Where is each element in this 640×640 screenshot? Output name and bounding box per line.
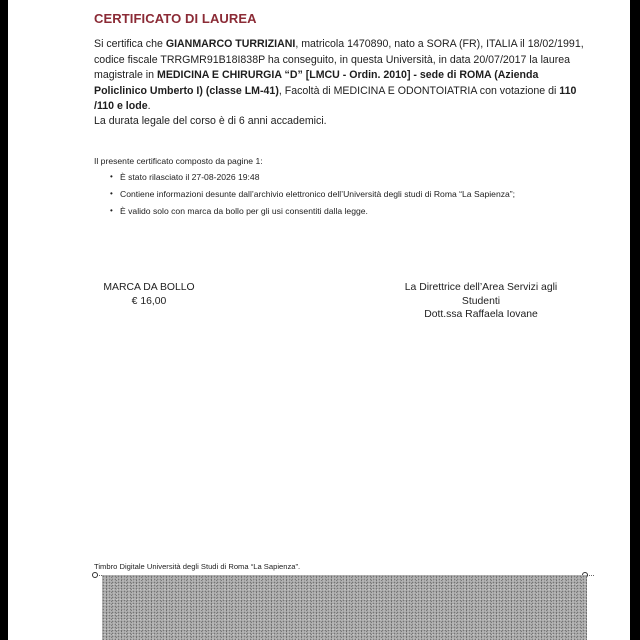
final-grade: 110 /110 e lode — [94, 84, 577, 112]
stamp-duty-amount: € 16,00 — [131, 295, 167, 307]
statement-text-3: , Facoltà di MEDICINA E ODONTOIATRIA con votazione di — [278, 84, 560, 97]
graduate-name: GIANMARCO TURRIZIANI — [165, 38, 296, 50]
stamp-duty-block — [100, 281, 198, 308]
signatory-role: La Direttrice dell’Area Servizi agli Studenti — [404, 282, 558, 307]
certificate-intro: Il presente certificato composto da pagine 1: — [94, 156, 263, 166]
stamp-duty-label: MARCA DA BOLLO — [103, 282, 195, 293]
certificate-statement — [94, 37, 594, 115]
certificate-notes — [94, 171, 614, 222]
statement-text-4: . — [147, 100, 151, 112]
statement-text-2: , matricola 1470890, nato a SORA (FR), ITALIA il 18/02/1991, codice fiscale TRRGMR91B18I838P ha conseguito, in questa Università, in data 20/07/2017 la laurea magistrale in — [94, 38, 584, 81]
signatory-name: Dott.ssa Raffaela Iovane — [424, 309, 538, 320]
document-title: CERTIFICATO DI LAUREA — [94, 11, 257, 26]
digital-stamp-barcode — [102, 575, 587, 640]
statement-text-1: Si certifica che — [94, 38, 166, 50]
course-duration: La durata legale del corso è di 6 anni accademici. — [94, 115, 327, 127]
digital-stamp-label: Timbro Digitale Università degli Studi di Roma “La Sapienza”. — [94, 562, 301, 571]
signatory-block — [386, 281, 576, 322]
note-item: • Contiene informazioni desunte dall’archivio elettronico dell’Università degli studi di Roma “La Sapienza”; — [94, 188, 614, 205]
degree-name: MEDICINA E CHIRURGIA “D” [LMCU - Ordin. 2010] - sede di ROMA (Azienda Policlinico Umberto I) (classe LM-41) — [94, 69, 539, 97]
certificate-page — [8, 0, 630, 640]
note-item: • È valido solo con marca da bollo per gli usi consentiti dalla legge. — [94, 205, 614, 222]
note-item: • È stato rilasciato il 27-08-2026 19:48 — [94, 171, 614, 188]
stamp-corner-marker — [92, 572, 98, 578]
